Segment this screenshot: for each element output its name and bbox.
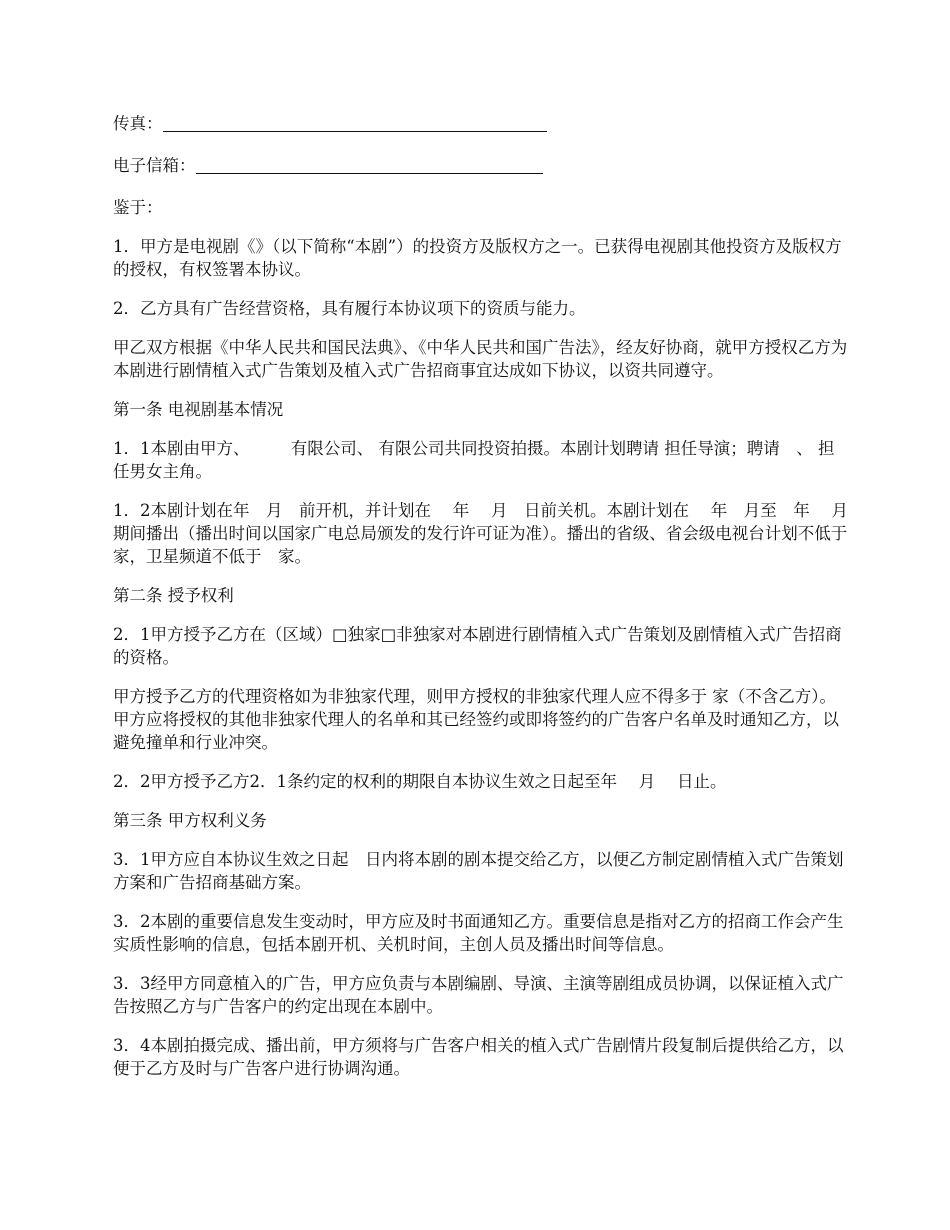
email-label: 电子信箱： <box>113 156 196 175</box>
clause-3-2: 3．2本剧的重要信息发生变动时，甲方应及时书面通知乙方。重要信息是指对乙方的招商工作会产生实质性影响的信息，包括本剧开机、关机时间，主创人员及播出时间等信息。 <box>113 912 844 954</box>
clause-1-1: 1．1本剧由甲方、 有限公司、 有限公司共同投资拍摄。本剧计划聘请 担任导演；聘请 、 担任男女主角。 <box>113 439 835 481</box>
fax-label: 传真： <box>113 114 163 133</box>
article-2-heading: 第二条 授予权利 <box>113 586 234 605</box>
whereas-heading: 鉴于： <box>113 198 163 217</box>
recital-1: 1．甲方是电视剧《》（以下简称“本剧”）的投资方及版权方之一。已获得电视剧其他投资方及版权方的授权，有权签署本协议。 <box>113 237 842 279</box>
clause-3-4: 3．4本剧拍摄完成、播出前，甲方须将与广告客户相关的植入式广告剧情片段复制后提供给乙方，以便于乙方及时与广告客户进行协调沟通。 <box>113 1036 844 1078</box>
fax-field <box>113 112 848 135</box>
clause-2-2: 2．2甲方授予乙方2．1条约定的权利的期限自本协议生效之日起至年 月 日止。 <box>113 772 727 791</box>
clause-2-1: 2．1甲方授予乙方在（区域）□独家□非独家对本剧进行剧情植入式广告策划及剧情植入式广告招商的资格。 <box>113 625 842 667</box>
fax-blank-line <box>163 113 547 132</box>
clause-3-3: 3．3经甲方同意植入的广告，甲方应负责与本剧编剧、导演、主演等剧组成员协调，以保证植入式广告按照乙方与广告客户的约定出现在本剧中。 <box>113 974 844 1016</box>
clause-3-1: 3．1甲方应自本协议生效之日起 日内将本剧的剧本提交给乙方，以便乙方制定剧情植入式广告策划方案和广告招商基础方案。 <box>113 850 844 892</box>
email-field <box>113 154 848 177</box>
article-1-heading: 第一条 电视剧基本情况 <box>113 400 284 419</box>
clause-2-1-supplement: 甲方授予乙方的代理资格如为非独家代理，则甲方授权的非独家代理人应不得多于 家（不含乙方）。甲方应将授权的其他非独家代理人的名单和其已经签约或即将签约的广告客户名单及时通知乙方，以避免撞单和行业冲突。 <box>113 687 839 752</box>
article-3-heading: 第三条 甲方权利义务 <box>113 811 267 830</box>
recital-2: 2．乙方具有广告经营资格，具有履行本协议项下的资质与能力。 <box>113 299 586 318</box>
email-blank-line <box>196 155 543 174</box>
preamble-paragraph: 甲乙双方根据《中华人民共和国民法典》、《中华人民共和国广告法》，经友好协商，就甲方授权乙方为本剧进行剧情植入式广告策划及植入式广告招商事宜达成如下协议，以资共同遵守。 <box>113 338 848 380</box>
document-body <box>113 112 864 1096</box>
clause-1-2: 1．2本剧计划在年 月 前开机，并计划在 年 月 日前关机。本剧计划在 年 月至 年 月期间播出（播出时间以国家广电总局颁发的发行许可证为准）。播出的省级、省会级电视台计划不低于 家，卫星频道不低于 家。 <box>113 501 864 566</box>
